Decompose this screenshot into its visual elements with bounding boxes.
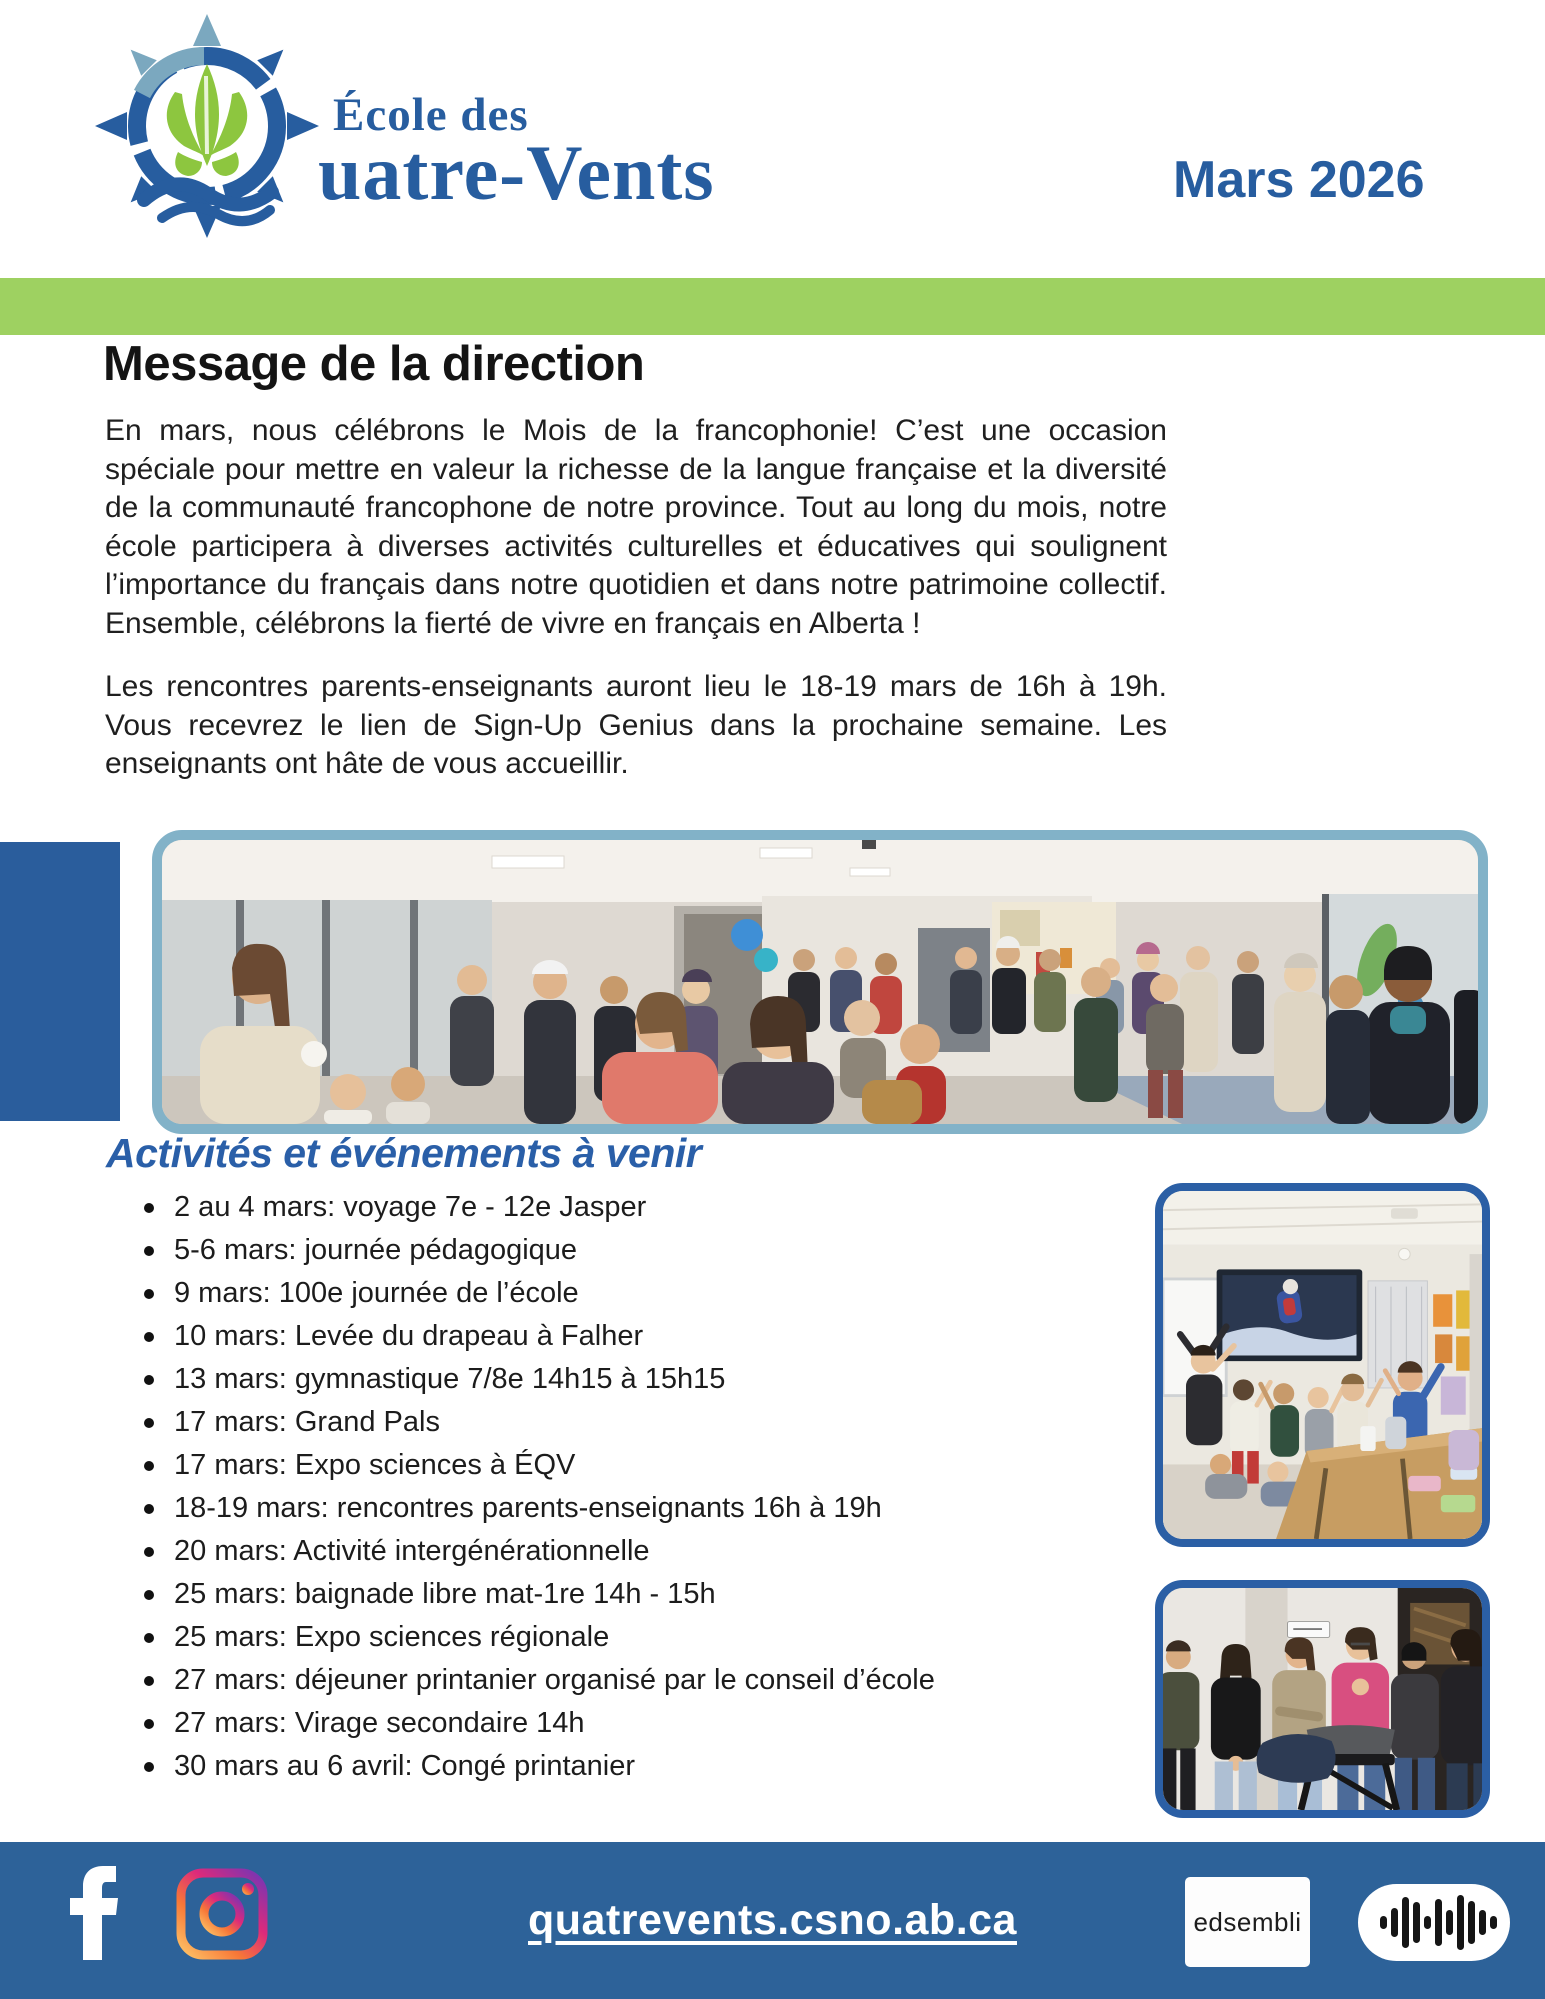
issue-date: Mars 2026	[1173, 151, 1425, 209]
events-heading: Activités et événements à venir	[106, 1130, 702, 1176]
event-item: 20 mars: Activité intergénérationnelle	[140, 1530, 940, 1573]
event-item: 5-6 mars: journée pédagogique	[140, 1229, 940, 1272]
decorative-blue-block	[0, 842, 120, 1121]
hallway-crowd-illustration	[162, 840, 1478, 1124]
message-heading: Message de la direction	[103, 337, 645, 391]
students-standing-illustration	[1163, 1588, 1482, 1810]
compass-fleur-de-lis-icon	[92, 14, 322, 239]
edsembli-logo-label: edsembli	[1193, 1906, 1302, 1937]
event-item: 13 mars: gymnastique 7/8e 14h15 à 15h15	[140, 1358, 940, 1401]
message-paragraph-1: En mars, nous célébrons le Mois de la francophonie! C’est une occasion spéciale pour mettre en valeur la richesse de la langue française et la diversité de la communauté francophone de notre province. Tout au long du mois, notre école participera à diverses activités culturelles et éducatives qui soulignent l’importance du français dans notre quotidien et dans notre patrimoine collectif. Ensemble, célébrons la fierté de vivre en français en Alberta !	[105, 414, 1167, 640]
event-item: 9 mars: 100e journée de l’école	[140, 1272, 940, 1315]
audio-wave-icon	[1358, 1884, 1510, 1961]
event-item: 17 mars: Expo sciences à ÉQV	[140, 1444, 940, 1487]
classroom-illustration	[1163, 1191, 1482, 1539]
website-link[interactable]: quatrevents.csno.ab.ca	[528, 1896, 1017, 1944]
school-logo	[92, 14, 322, 239]
event-item: 30 mars au 6 avril: Congé printanier	[140, 1745, 940, 1788]
audio-wave-logo	[1358, 1884, 1510, 1961]
message-paragraph-2: Les rencontres parents-enseignants auront lieu le 18-19 mars de 16h à 19h. Vous recevrez le lien de Sign-Up Genius dans la prochaine semaine. Les enseignants ont hâte de vous accueillir.	[105, 670, 1167, 780]
event-item: 10 mars: Levée du drapeau à Falher	[140, 1315, 940, 1358]
school-name-line2: uatre-Vents	[318, 129, 715, 216]
hallway-crowd-photo	[152, 830, 1488, 1134]
event-item: 17 mars: Grand Pals	[140, 1401, 940, 1444]
events-list	[140, 1186, 940, 1788]
classroom-celebration-photo	[1155, 1183, 1490, 1547]
event-item: 25 mars: baignade libre mat-1re 14h - 15h	[140, 1573, 940, 1616]
school-name-line1: École des	[333, 89, 529, 141]
edsembli-logo	[1185, 1877, 1310, 1967]
event-item: 25 mars: Expo sciences régionale	[140, 1616, 940, 1659]
event-item: 2 au 4 mars: voyage 7e - 12e Jasper	[140, 1186, 940, 1229]
students-standing-photo	[1155, 1580, 1490, 1818]
event-item: 27 mars: déjeuner printanier organisé par le conseil d’école	[140, 1659, 940, 1702]
green-divider-bar	[0, 278, 1545, 335]
event-item: 27 mars: Virage secondaire 14h	[140, 1702, 940, 1745]
event-item: 18-19 mars: rencontres parents-enseignants 16h à 19h	[140, 1487, 940, 1530]
